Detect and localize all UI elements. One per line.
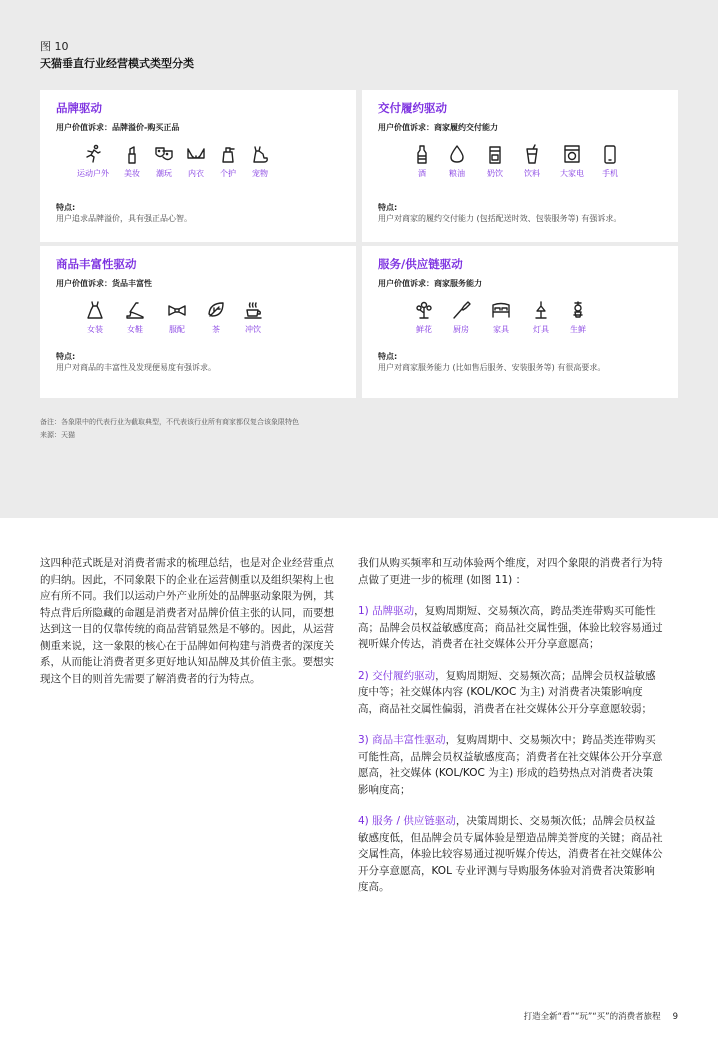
point-text: ，复购周期短、交易频次高；品牌会员权益敏感度中等；社交媒体内容 (KOL/KOC 为主) 对消费者决策影响度高，商品社交属性偏弱，消费者在社交媒体公开分享意愿较弱； — [358, 669, 656, 715]
feature-heading: 特点: — [56, 352, 76, 361]
icon-row — [406, 144, 626, 179]
point-4 — [358, 813, 663, 896]
point-1 — [358, 603, 663, 653]
category-item — [198, 300, 234, 335]
feature-heading: 特点: — [378, 203, 398, 212]
category-item — [180, 144, 212, 179]
category-label: 灯具 — [533, 325, 549, 334]
running-person-icon — [83, 144, 103, 164]
category-item — [560, 300, 596, 335]
point-label: 1) 品牌驱动 — [358, 605, 415, 617]
category-item — [156, 300, 198, 335]
quadrant-variety — [40, 246, 356, 398]
feature-text: 用户追求品牌溢价，具有强正品心智。 — [56, 214, 192, 223]
point-label: 3) 商品丰富性驱动 — [358, 734, 446, 746]
category-item — [480, 300, 522, 335]
milk-can-icon — [485, 144, 505, 164]
quadrant-fulfillment — [362, 90, 678, 242]
category-label: 酒 — [418, 169, 426, 178]
bow-tie-icon — [167, 300, 187, 320]
point-3 — [358, 732, 663, 798]
quadrant-title: 品牌驱动 — [56, 101, 102, 115]
category-item — [522, 300, 560, 335]
feature-heading: 特点: — [378, 352, 398, 361]
category-item — [114, 300, 156, 335]
dress-icon — [85, 300, 105, 320]
right-column — [358, 555, 663, 911]
quadrant-value: 用户价值诉求：商家履约交付能力 — [378, 123, 498, 132]
feature-heading: 特点: — [56, 203, 76, 212]
quadrant-value: 用户价值诉求：货品丰富性 — [56, 279, 152, 288]
quadrant-value: 用户价值诉求：品牌溢价-购买正品 — [56, 123, 180, 132]
category-label: 奶饮 — [487, 169, 503, 178]
high-heel-icon — [125, 300, 145, 320]
category-label: 潮玩 — [156, 169, 172, 178]
right-intro: 我们从购买频率和互动体验两个维度，对四个象限的消费者行为特点做了更进一步的梳理 (如图 11) ： — [358, 557, 663, 586]
left-column-text: 这四种范式既是对消费者需求的梳理总结，也是对企业经营重点的归纳。因此，不同象限下的企业在运营侧重以及组织架构上也应有所不同。我们以运动户外产业所处的品牌驱动象限为例，其特点背后所隐藏的命题是消费者对品牌价值主张的认同，而要想达到这一目的仅靠传统的商品营销显然是不够的。因此，从运营侧重来说，这一象限的核心在于品牌如何构建与消费者的深度关系，从而能让消费者更多更好地认知品牌及其价值主张。要想实现这个目的则首先需要了解消费者的行为特点。 — [40, 557, 334, 685]
quadrant-value: 用户价值诉求：商家服务能力 — [378, 279, 482, 288]
lamp-icon — [531, 300, 551, 320]
masks-icon — [154, 144, 174, 164]
category-item — [550, 144, 594, 179]
point-label: 4) 服务 / 供应链驱动 — [358, 815, 456, 827]
category-label: 冲饮 — [245, 325, 261, 334]
spatula-icon — [451, 300, 471, 320]
category-item — [234, 300, 272, 335]
category-item — [244, 144, 276, 179]
bed-icon — [491, 300, 511, 320]
spray-bottle-icon — [218, 144, 238, 164]
page-footer — [524, 1010, 678, 1022]
liquor-bottle-icon — [412, 144, 432, 164]
category-item — [76, 300, 114, 335]
category-label: 大家电 — [560, 169, 584, 178]
category-label: 服配 — [169, 325, 185, 334]
mobile-phone-icon — [600, 144, 620, 164]
point-text: ，复购周期短、交易频次高，跨品类连带购买可能性高；品牌会员权益敏感度高；商品社交属性强，体验比较容易通过视听媒介传达，消费者在社交媒体公开分享意愿高； — [358, 605, 663, 650]
figure-remark: 备注：各象限中的代表行业为截取典型，不代表该行业所有商家都仅复合该象限特色 — [40, 418, 299, 426]
quadrant-title: 服务/供应链驱动 — [378, 257, 463, 271]
tea-leaf-icon — [206, 300, 226, 320]
category-label: 生鲜 — [570, 325, 586, 334]
oil-drop-icon — [447, 144, 467, 164]
fresh-produce-icon — [568, 300, 588, 320]
category-label: 厨房 — [453, 325, 469, 334]
category-label: 宠物 — [252, 169, 268, 178]
hot-cup-icon — [243, 300, 263, 320]
cat-icon — [250, 144, 270, 164]
category-label: 运动户外 — [77, 169, 109, 178]
category-label: 茶 — [212, 325, 220, 334]
lipstick-icon — [122, 144, 142, 164]
quadrant-title: 商品丰富性驱动 — [56, 257, 137, 271]
page-number: 9 — [672, 1012, 678, 1022]
category-item — [212, 144, 244, 179]
category-label: 内衣 — [188, 169, 204, 178]
icon-row — [76, 300, 272, 335]
icon-row — [70, 144, 276, 179]
category-label: 家具 — [493, 325, 509, 334]
category-item — [148, 144, 180, 179]
category-label: 个护 — [220, 169, 236, 178]
quadrant-service — [362, 246, 678, 398]
figure-source: 来源：天猫 — [40, 431, 75, 439]
feature-text: 用户对商品的丰富性及发现便易度有强诉求。 — [56, 363, 216, 372]
feature-text: 用户对商家的履约交付能力 (包括配送时效、包装服务等) 有强诉求。 — [378, 214, 622, 223]
category-item — [438, 144, 476, 179]
figure-label: 图 10 — [40, 40, 69, 53]
point-text: ，决策周期长、交易频次低；品牌会员权益敏感度低，但品牌会员专属体验是塑造品牌美誉度的关键；商品社交属性高，体验比较容易通过视听媒介传达，消费者在社交媒体公开分享意愿高，KOL 专业评测与导购服务体验对消费者决策影响度高。 — [358, 815, 663, 893]
category-label: 手机 — [602, 169, 618, 178]
category-label: 饮料 — [524, 169, 540, 178]
point-label: 2) 交付履约驱动 — [358, 669, 436, 682]
figure-title: 天猫垂直行业经营模式类型分类 — [40, 57, 194, 70]
drink-cup-icon — [522, 144, 542, 164]
category-item — [116, 144, 148, 179]
category-label: 女鞋 — [127, 325, 143, 334]
flower-icon — [414, 300, 434, 320]
figure-background — [0, 0, 718, 518]
feature-text: 用户对商家服务能力 (比如售后服务、安装服务等) 有很高要求。 — [378, 363, 606, 372]
category-item — [406, 300, 442, 335]
category-label: 美妆 — [124, 169, 140, 178]
icon-row — [406, 300, 596, 335]
category-item — [442, 300, 480, 335]
category-item — [514, 144, 550, 179]
quadrant-title: 交付履约驱动 — [378, 101, 447, 115]
washing-machine-icon — [562, 144, 582, 164]
category-label: 鲜花 — [416, 325, 432, 334]
category-item — [406, 144, 438, 179]
point-text: ，复购周期中、交易频次中；跨品类连带购买可能性高，品牌会员权益敏感度高；消费者在社交媒体公开分享意愿高，社交媒体 (KOL/KOC 为主) 形成的趋势热点对消费者决策影响度高； — [358, 734, 663, 796]
category-item — [70, 144, 116, 179]
category-item — [594, 144, 626, 179]
point-2 — [358, 668, 663, 718]
category-item — [476, 144, 514, 179]
category-label: 女装 — [87, 325, 103, 334]
category-label: 粮油 — [449, 169, 465, 178]
footer-title: 打造全新“看”“玩”“买”的消费者旅程 — [523, 1012, 661, 1022]
bra-icon — [186, 144, 206, 164]
quadrant-brand — [40, 90, 356, 242]
